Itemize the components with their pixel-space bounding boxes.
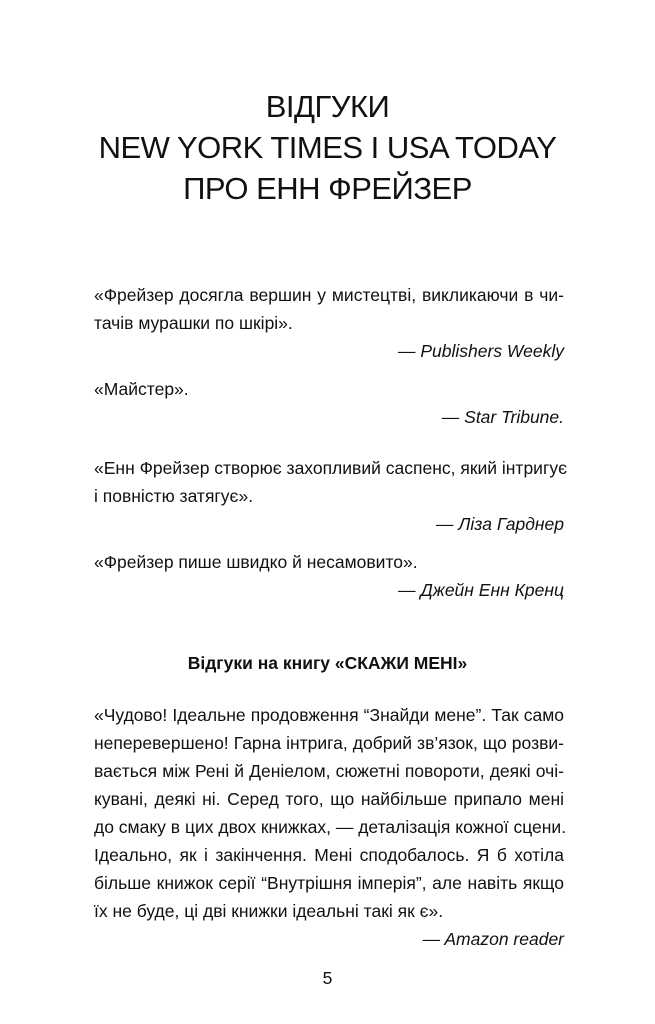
- review-quote: [94, 281, 564, 337]
- review-quote-line: «Енн Фрейзер створює захопливий саспенс, який інтригує: [94, 458, 568, 478]
- review-star-tribune: [94, 375, 564, 431]
- review-attribution: — Amazon reader: [422, 929, 564, 949]
- title-line-2: NEW YORK TIMES І USA TODAY: [98, 130, 557, 165]
- review-quote: [94, 701, 567, 925]
- review-attribution: — Джейн Енн Кренц: [398, 580, 564, 600]
- review-quote-line: вається між Рені й Деніелом, сюжетні повороти, деякі очі-: [94, 761, 564, 781]
- review-attribution: — Star Tribune.: [441, 407, 564, 427]
- review-quote: [94, 454, 568, 510]
- review-quote-line: «Фрейзер пише швидко й несамовито».: [94, 552, 418, 572]
- review-amazon-reader: [94, 701, 567, 953]
- title-line-1: ВІДГУКИ: [265, 89, 390, 124]
- title-line-3: ПРО ЕНН ФРЕЙЗЕР: [183, 171, 472, 206]
- review-quote-line: неперевершено! Гарна інтрига, добрий зв’язок, що розви-: [94, 733, 564, 753]
- review-lisa-gardner: [94, 454, 568, 538]
- review-jayne-ann-krentz: [94, 548, 564, 604]
- review-quote-line: «Фрейзер досягла вершин у мистецтві, викликаючи в чи-: [94, 285, 564, 305]
- page-title: [0, 86, 655, 209]
- review-quote-line: більше книжок серії “Внутрішня імперія”, але навіть якщо: [94, 873, 564, 893]
- review-quote-line: «Чудово! Ідеальне продовження “Знайди мене”. Так само: [94, 705, 564, 725]
- review-attribution: — Publishers Weekly: [398, 341, 564, 361]
- review-quote: [94, 375, 564, 403]
- page-number: 5: [322, 968, 333, 988]
- review-quote: [94, 548, 564, 576]
- review-quote-line: кувані, деякі ні. Серед того, що найбільше припало мені: [94, 789, 564, 809]
- review-attribution: — Ліза Гарднер: [436, 514, 564, 534]
- review-quote-line: «Майстер».: [94, 379, 189, 399]
- review-quote-line: і повністю затягує».: [94, 486, 254, 506]
- review-quote-line: тачів мурашки по шкірі».: [94, 313, 293, 333]
- section-heading: Відгуки на книгу «СКАЖИ МЕНІ»: [187, 653, 468, 673]
- review-quote-line: до смаку в цих двох книжках, — деталізація кожної сцени.: [94, 817, 567, 837]
- review-quote-line: їх не буде, ці дві книжки ідеальні такі як є».: [94, 901, 444, 921]
- review-quote-line: Ідеально, як і закінчення. Мені сподобалось. Я б хотіла: [94, 845, 564, 865]
- review-publishers-weekly: [94, 281, 564, 365]
